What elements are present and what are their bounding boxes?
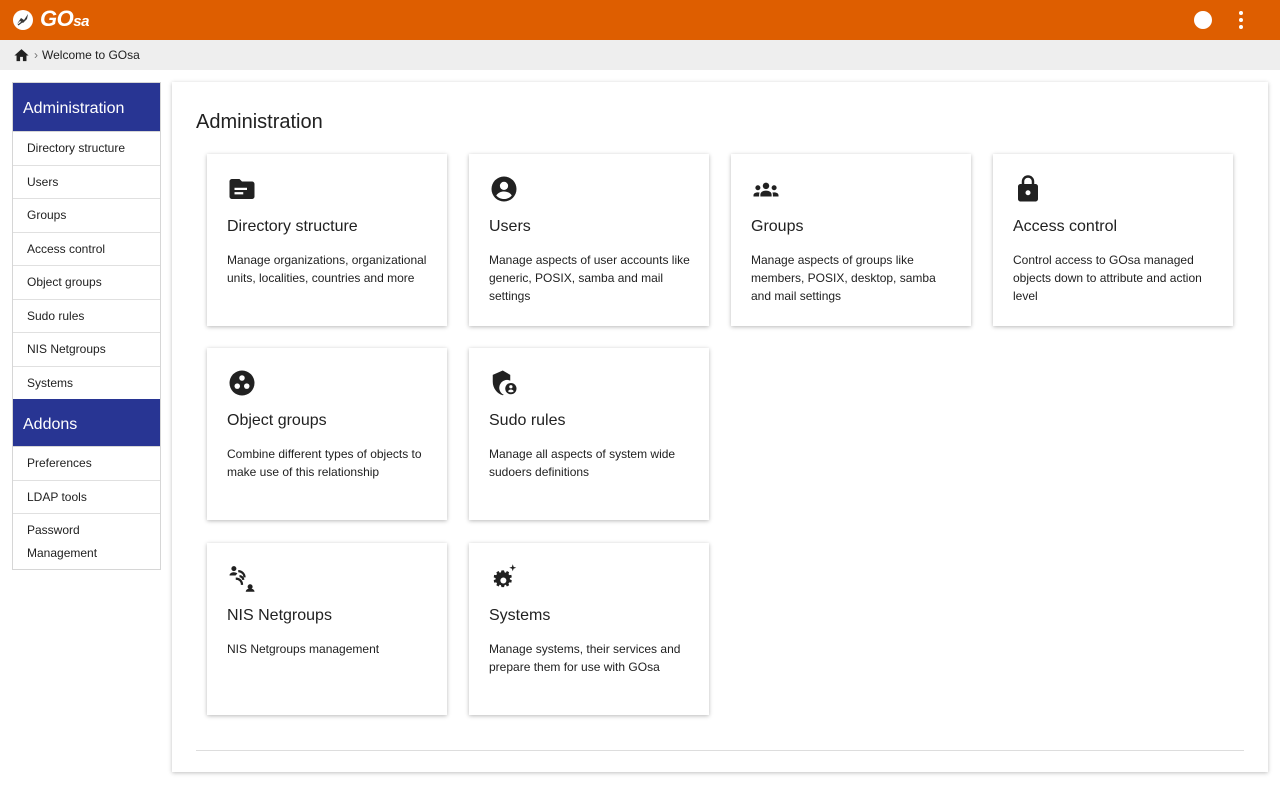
status-dot-icon[interactable] [1194,11,1212,29]
sidebar-item-object-groups[interactable]: Object groups [13,265,160,299]
tile-title: Object groups [227,412,327,429]
more-dot [1239,25,1243,29]
tile-description: Control access to GOsa managed objects down to attribute and action level [1013,253,1202,303]
tile-title: Access control [1013,218,1118,235]
tile-description: Manage all aspects of system wide sudoers definitions [489,447,676,479]
user-circle-icon [489,174,519,204]
tile-description: NIS Netgroups management [227,642,380,656]
breadcrumb-separator: › [34,48,38,62]
more-dot [1239,18,1243,22]
workspaces-icon [227,368,257,398]
top-bar [0,0,1280,40]
folder-icon [227,174,257,204]
tile-title: Groups [751,218,804,235]
tile-title: Directory structure [227,218,358,235]
admin-shield-icon [489,368,519,398]
sidebar-item-directory-structure[interactable]: Directory structure [13,131,160,165]
home-icon[interactable] [13,47,30,64]
more-vert-icon[interactable] [1230,10,1252,30]
settings-sparkle-icon [489,563,519,593]
main-panel [172,82,1268,772]
brand-name [40,7,89,34]
divider [196,750,1244,751]
tile-description: Manage systems, their services and prepare them for use with GOsa [489,642,681,674]
sidebar-item-password-management[interactable]: Password Management [13,513,160,569]
tile-nis-netgroups[interactable] [207,543,447,715]
sidebar-section-addons[interactable]: Addons [13,399,160,446]
tile-description: Manage organizations, organizational units, localities, countries and more [227,253,427,285]
gosa-logo-icon [12,9,34,31]
breadcrumb [0,40,1280,70]
sidebar-item-groups[interactable]: Groups [13,198,160,232]
tile-description: Manage aspects of user accounts like generic, POSIX, samba and mail settings [489,253,690,303]
tile-systems[interactable] [469,543,709,715]
groups-icon [751,174,781,204]
gosa-logo[interactable] [12,5,89,32]
tile-object-groups[interactable] [207,348,447,520]
lock-icon [1013,174,1043,204]
tile-access-control[interactable] [993,154,1233,326]
tile-directory-structure[interactable] [207,154,447,326]
tile-users[interactable] [469,154,709,326]
sidebar-item-users[interactable]: Users [13,165,160,199]
page-title: Administration [196,111,323,133]
brand-main: GO [40,5,74,31]
network-people-icon [227,563,257,593]
tile-title: Systems [489,607,551,624]
brand-sub: sa [73,12,89,30]
tile-title: Sudo rules [489,412,566,429]
sidebar-item-preferences[interactable]: Preferences [13,446,160,480]
tile-description: Combine different types of objects to make use of this relationship [227,447,422,479]
tile-groups[interactable] [731,154,971,326]
sidebar-item-access-control[interactable]: Access control [13,232,160,266]
breadcrumb-current[interactable]: Welcome to GOsa [42,48,140,62]
sidebar [12,82,161,570]
sidebar-section-administration[interactable]: Administration [13,83,160,131]
tile-sudo-rules[interactable] [469,348,709,520]
more-dot [1239,11,1243,15]
sidebar-item-ldap-tools[interactable]: LDAP tools [13,480,160,514]
tile-title: NIS Netgroups [227,607,332,624]
sidebar-item-systems[interactable]: Systems [13,366,160,400]
tile-description: Manage aspects of groups like members, POSIX, desktop, samba and mail settings [751,253,936,303]
sidebar-item-nis-netgroups[interactable]: NIS Netgroups [13,332,160,366]
sidebar-item-sudo-rules[interactable]: Sudo rules [13,299,160,333]
tile-title: Users [489,218,531,235]
